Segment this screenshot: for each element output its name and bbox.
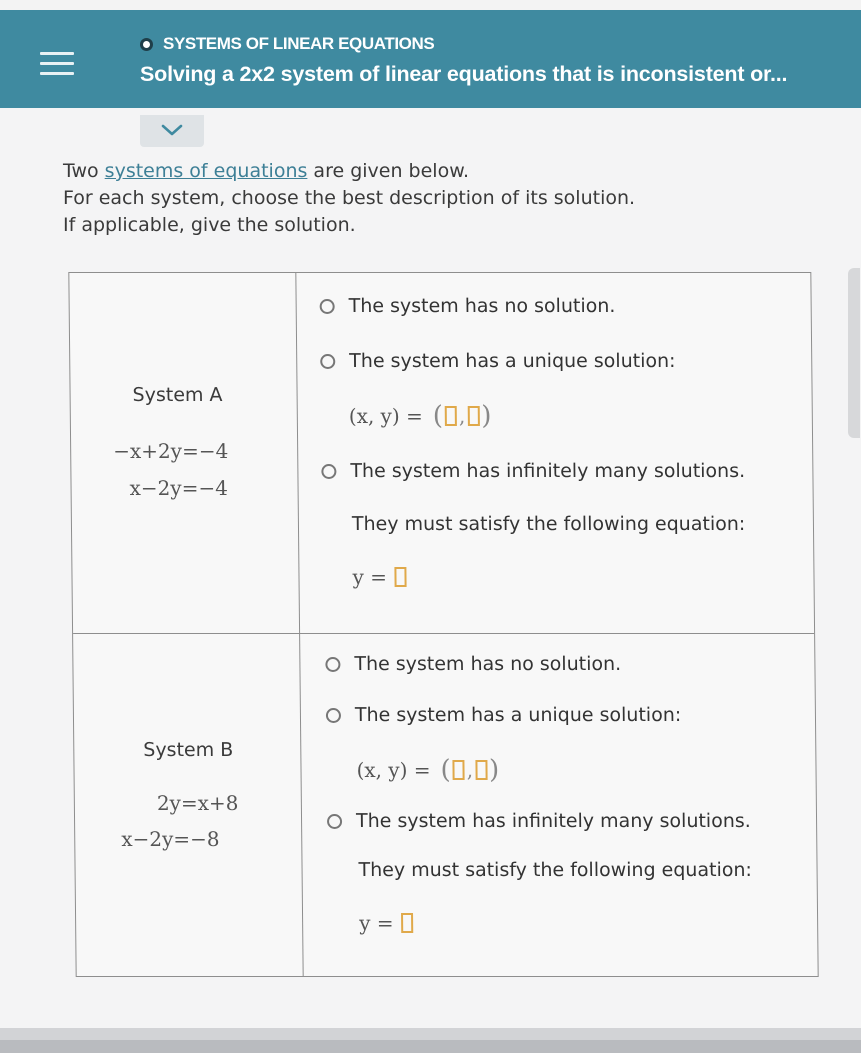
option-label: The system has a unique solution:: [349, 350, 676, 372]
systems-of-equations-link[interactable]: systems of equations: [104, 160, 308, 182]
radio-icon[interactable]: [320, 299, 335, 314]
topic-label: SYSTEMS OF LINEAR EQUATIONS: [163, 34, 435, 53]
system-b-y-equation-input[interactable]: [401, 913, 413, 933]
option-label: The system has a unique solution:: [354, 704, 682, 726]
system-b-pair-answer: (x, y) = ( , ): [356, 755, 500, 785]
system-a-satisfy-text: They must satisfy the following equation:: [351, 513, 746, 535]
system-b-label: System B: [143, 739, 234, 761]
radio-icon[interactable]: [320, 354, 335, 369]
system-b-x-input[interactable]: [453, 760, 465, 780]
system-a-y-answer: [352, 565, 409, 589]
radio-icon[interactable]: [325, 657, 340, 672]
row-divider: [73, 633, 814, 634]
intro-suffix: are given below.: [307, 160, 470, 182]
option-label: The system has no solution.: [354, 653, 622, 675]
system-a-option-no-solution[interactable]: [320, 295, 616, 317]
intro-line2: For each system, choose the best description of its solution.: [63, 187, 636, 209]
radio-icon[interactable]: [326, 708, 341, 723]
system-a-x-input[interactable]: [445, 406, 457, 426]
topic-status-icon: [140, 38, 153, 51]
system-b-equation-2: x−2y=−8: [121, 827, 220, 851]
chevron-down-icon: [160, 122, 184, 138]
y-lhs: y =: [352, 565, 388, 589]
header-bar: [0, 10, 861, 108]
system-a-equation-1: −x+2y=−4: [113, 439, 229, 463]
intro-prefix: Two: [63, 160, 105, 182]
system-a-equation-2: x−2y=−4: [129, 476, 229, 500]
system-b-equation-1: 2y=x+8: [156, 791, 239, 815]
page-title: Solving a 2x2 system of linear equations that is inconsistent or...: [140, 62, 788, 86]
intro-line3: If applicable, give the solution.: [63, 214, 356, 236]
system-b-y-input[interactable]: [475, 760, 487, 780]
expand-button[interactable]: [140, 115, 204, 147]
option-label: The system has infinitely many solutions.: [355, 810, 751, 832]
system-a-y-equation-input[interactable]: [395, 567, 407, 587]
browser-top-strip: [0, 0, 861, 10]
scrollbar[interactable]: [848, 268, 860, 438]
option-label: The system has no solution.: [348, 295, 616, 317]
system-a-y-input[interactable]: [467, 406, 479, 426]
system-b-option-infinite[interactable]: [327, 810, 751, 832]
system-b-satisfy-text: They must satisfy the following equation:: [358, 859, 752, 881]
system-b-option-unique[interactable]: [326, 704, 681, 726]
instructions: [63, 158, 635, 239]
y-lhs: y =: [359, 911, 394, 935]
system-a-option-unique[interactable]: [320, 350, 675, 372]
pair-lhs: (x, y) =: [348, 404, 423, 428]
topic-row: [140, 34, 434, 54]
system-b-option-no-solution[interactable]: [325, 653, 621, 675]
hamburger-menu-icon[interactable]: [40, 52, 74, 80]
radio-icon[interactable]: [321, 464, 336, 479]
radio-icon[interactable]: [327, 814, 342, 829]
bottom-toolbar: [0, 1040, 861, 1053]
column-divider: [295, 273, 303, 976]
system-a-option-infinite[interactable]: [321, 460, 745, 482]
systems-table: [68, 272, 818, 977]
system-b-y-answer: [359, 911, 416, 935]
pair-lhs: (x, y) =: [356, 758, 431, 782]
system-a-label: System A: [132, 384, 223, 406]
system-a-pair-answer: (x, y) = ( , ): [348, 401, 492, 431]
option-label: The system has infinitely many solutions.: [350, 460, 746, 482]
